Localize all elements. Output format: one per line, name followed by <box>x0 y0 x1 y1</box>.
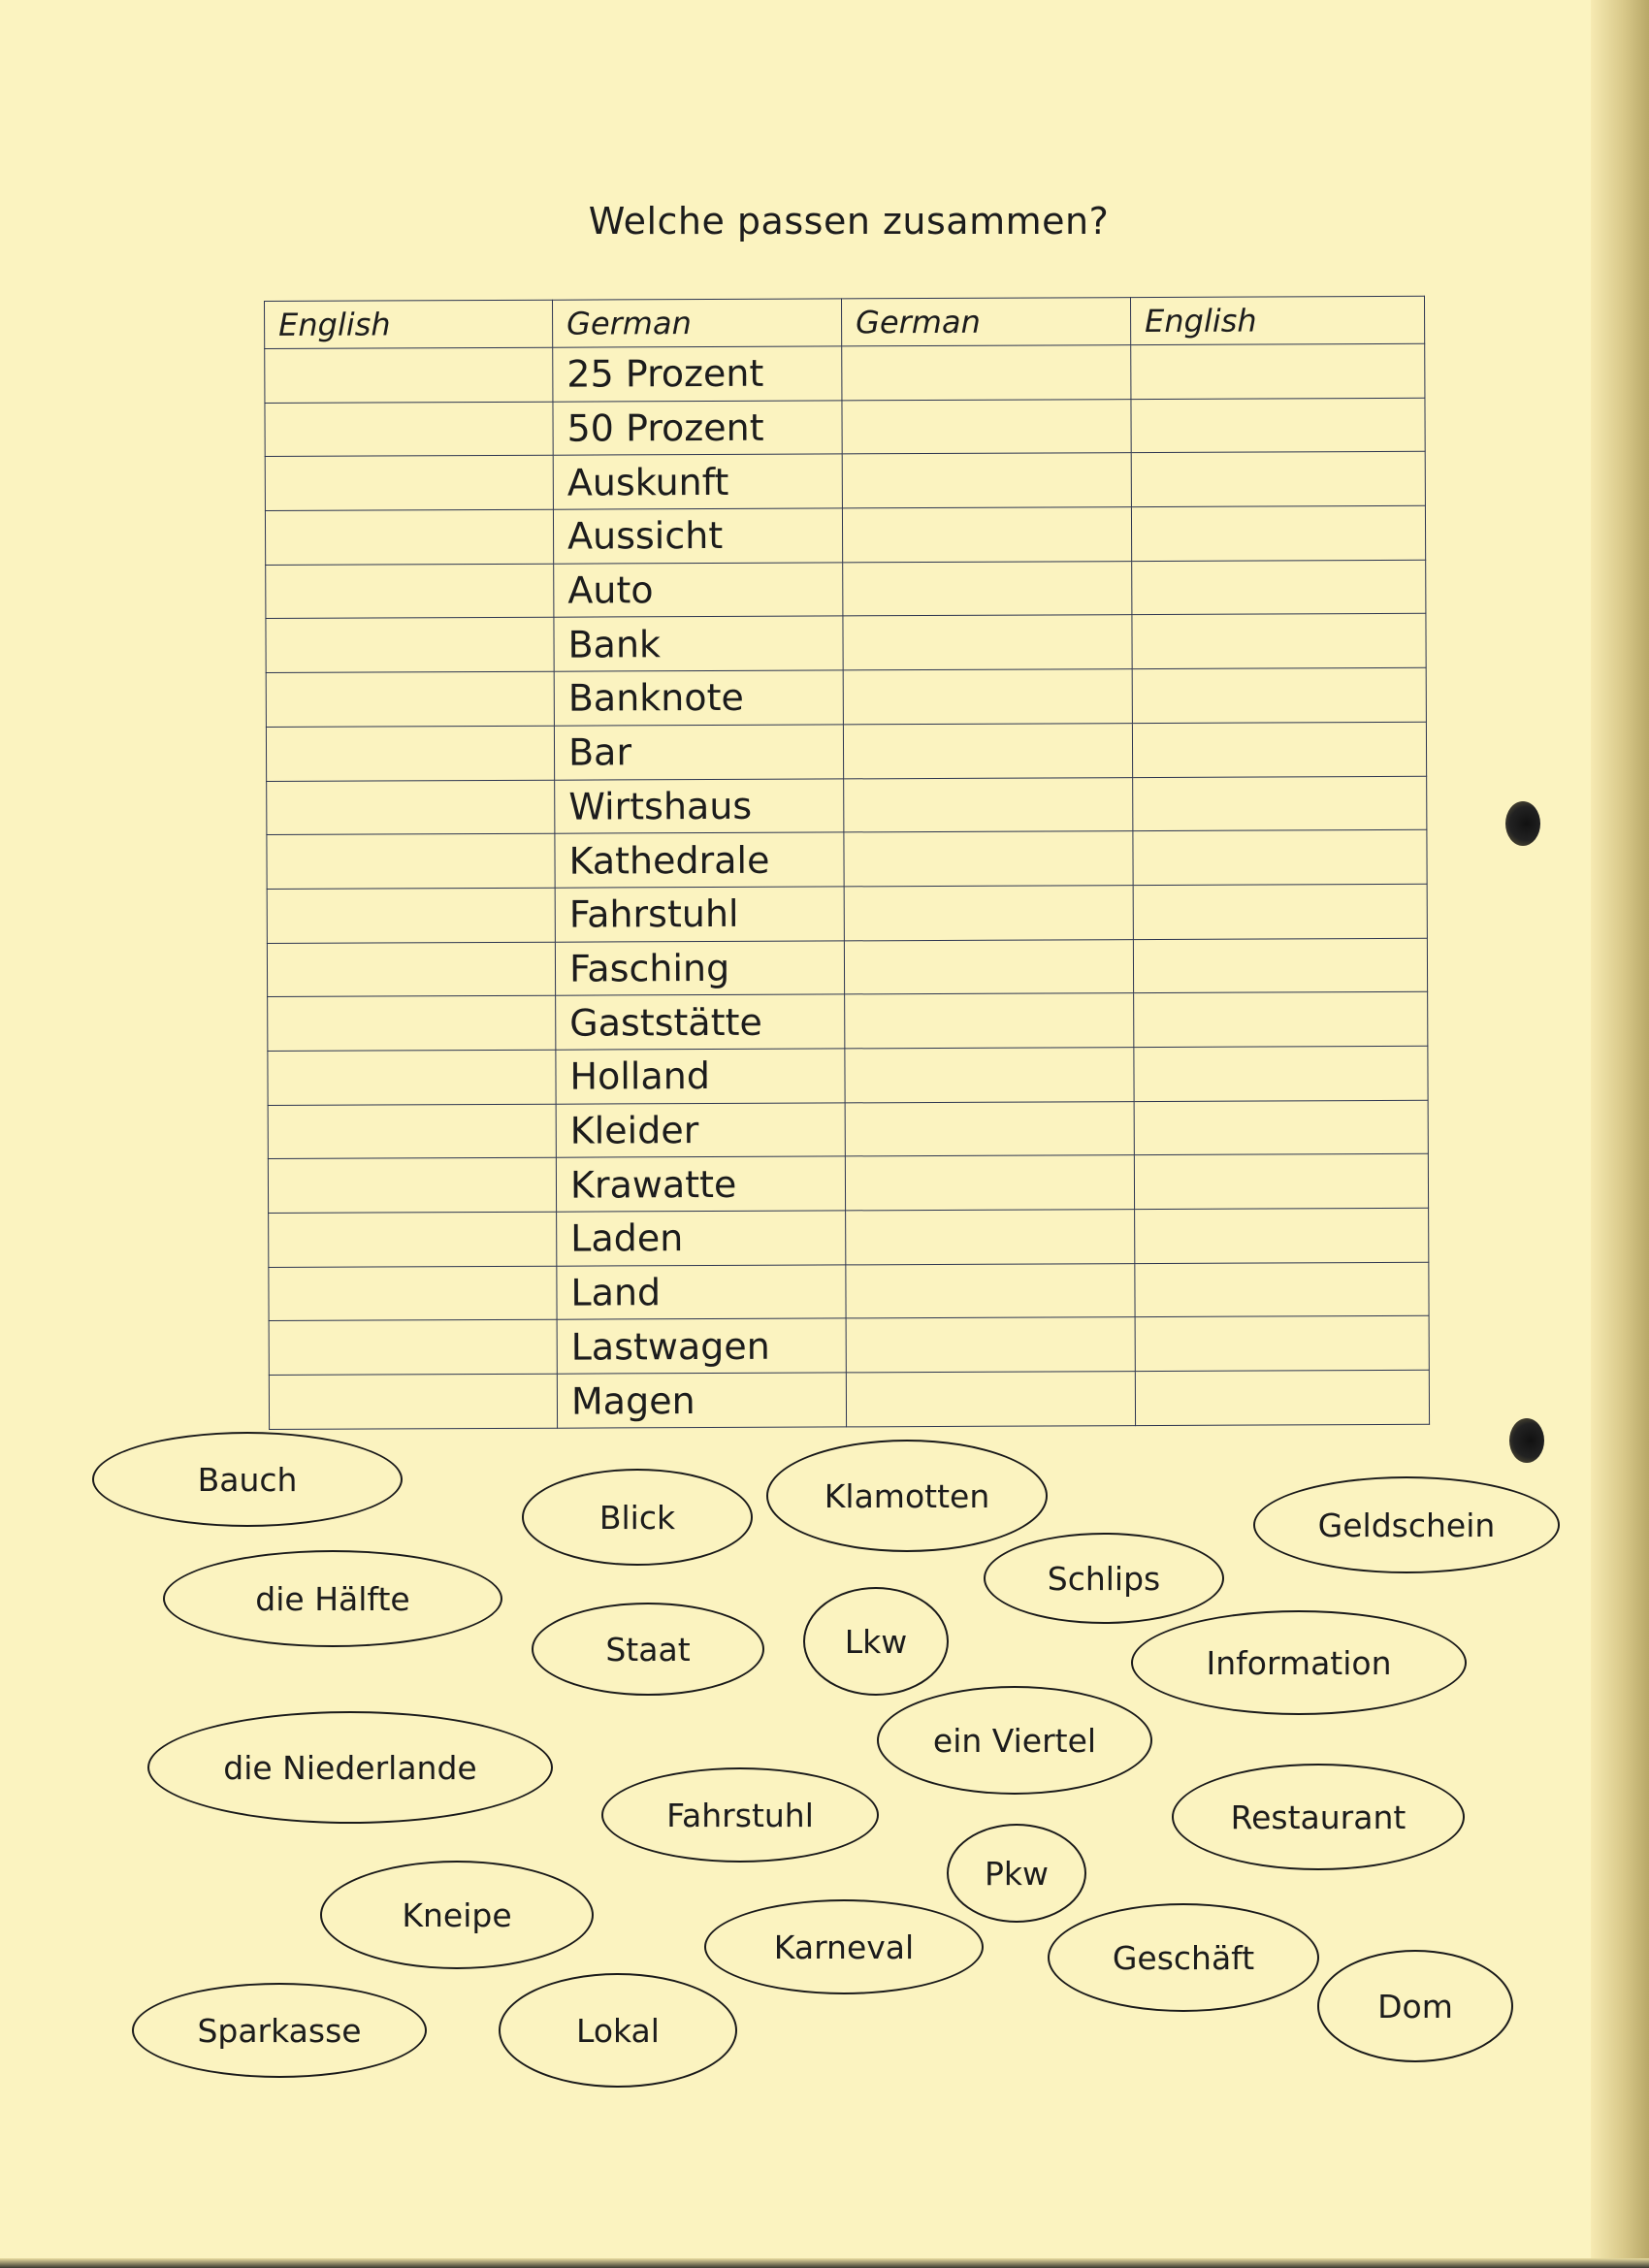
word-bubble: Dom <box>1317 1950 1513 2062</box>
table-row <box>266 722 1426 781</box>
header-english-left: English <box>265 300 553 348</box>
english-answer-cell[interactable] <box>267 780 555 835</box>
english-answer-cell[interactable] <box>269 1374 557 1429</box>
worksheet-title: Welche passen zusammen? <box>588 200 1110 243</box>
german-word-cell: Lastwagen <box>557 1318 846 1374</box>
page-edge-shadow <box>1591 0 1649 2268</box>
word-bubble: Pkw <box>947 1824 1086 1923</box>
german-word-cell: Kathedrale <box>555 832 844 888</box>
word-bubble: Kneipe <box>320 1861 594 1969</box>
english-answer-cell[interactable] <box>266 671 554 727</box>
german-word-cell: Gaststätte <box>556 994 845 1050</box>
english-answer-cell[interactable] <box>267 942 555 997</box>
binder-hole <box>1505 801 1540 846</box>
english-answer-cell[interactable] <box>265 402 553 457</box>
english-answer-cell-right[interactable] <box>1135 1262 1429 1317</box>
german-word-cell: Wirtshaus <box>555 778 844 833</box>
vocabulary-table <box>264 296 1430 1430</box>
english-answer-cell-right[interactable] <box>1132 667 1426 723</box>
english-answer-cell-right[interactable] <box>1131 398 1425 453</box>
english-answer-cell[interactable] <box>269 1266 557 1321</box>
english-answer-cell[interactable] <box>266 726 554 781</box>
word-bubble: die Niederlande <box>147 1711 553 1824</box>
english-answer-cell[interactable] <box>266 564 554 619</box>
german-answer-cell[interactable] <box>843 669 1132 725</box>
german-answer-cell[interactable] <box>845 1048 1134 1103</box>
word-bubble: Staat <box>532 1603 764 1696</box>
table-header-row <box>265 296 1425 348</box>
word-bubble: Sparkasse <box>132 1983 427 2078</box>
word-bubble: Schlips <box>984 1533 1224 1624</box>
german-answer-cell[interactable] <box>842 345 1131 401</box>
german-answer-cell[interactable] <box>844 939 1133 994</box>
english-answer-cell-right[interactable] <box>1134 1100 1428 1155</box>
english-answer-cell[interactable] <box>268 995 556 1051</box>
english-answer-cell-right[interactable] <box>1132 560 1426 615</box>
english-answer-cell[interactable] <box>265 509 553 565</box>
table-row <box>265 452 1425 511</box>
word-bubble: Karneval <box>704 1899 984 1994</box>
german-word-cell: Auto <box>554 563 843 618</box>
german-word-cell: Auskunft <box>553 454 842 509</box>
english-answer-cell[interactable] <box>267 888 555 943</box>
header-german-left: German <box>552 299 841 347</box>
table-row <box>268 1100 1428 1159</box>
english-answer-cell-right[interactable] <box>1135 1370 1429 1425</box>
german-answer-cell[interactable] <box>846 1317 1135 1373</box>
table-row <box>269 1316 1429 1376</box>
word-bubble: Restaurant <box>1172 1764 1465 1870</box>
english-answer-cell-right[interactable] <box>1133 884 1427 939</box>
word-bubble: ein Viertel <box>877 1686 1152 1795</box>
german-answer-cell[interactable] <box>845 1101 1134 1156</box>
german-word-cell: Laden <box>557 1211 846 1266</box>
english-answer-cell[interactable] <box>265 347 553 403</box>
table-row <box>269 1370 1429 1429</box>
german-word-cell: Kleider <box>556 1103 845 1158</box>
german-word-cell: 50 Prozent <box>553 401 842 456</box>
table-row <box>268 1046 1428 1105</box>
table-row <box>269 1262 1429 1321</box>
german-word-cell: Aussicht <box>553 508 842 564</box>
table-row <box>267 829 1427 889</box>
table-row <box>266 614 1426 673</box>
german-word-cell: Magen <box>557 1373 846 1428</box>
german-word-cell: Bank <box>554 616 843 671</box>
german-word-cell: Holland <box>556 1049 845 1104</box>
page-bottom-edge <box>0 2258 1649 2268</box>
word-bubble: Lokal <box>499 1973 737 2088</box>
english-answer-cell[interactable] <box>268 1104 556 1159</box>
english-answer-cell-right[interactable] <box>1131 452 1425 507</box>
german-word-cell: 25 Prozent <box>553 346 842 402</box>
german-word-cell: Fahrstuhl <box>555 887 844 942</box>
english-answer-cell-right[interactable] <box>1135 1316 1429 1372</box>
english-answer-cell-right[interactable] <box>1131 505 1425 561</box>
english-answer-cell[interactable] <box>266 618 554 673</box>
word-bubble: Fahrstuhl <box>601 1767 879 1863</box>
word-bubble: Bauch <box>92 1432 403 1527</box>
german-word-cell: Banknote <box>554 670 843 726</box>
english-answer-cell-right[interactable] <box>1131 343 1425 399</box>
english-answer-cell-right[interactable] <box>1134 1154 1428 1210</box>
word-bubble: Klamotten <box>766 1440 1048 1552</box>
german-word-cell: Fasching <box>555 940 844 995</box>
english-answer-cell-right[interactable] <box>1133 938 1427 993</box>
english-answer-cell-right[interactable] <box>1134 992 1428 1048</box>
english-answer-cell[interactable] <box>265 456 553 511</box>
english-answer-cell-right[interactable] <box>1133 829 1427 885</box>
word-bubble: Lkw <box>803 1587 949 1696</box>
english-answer-cell[interactable] <box>267 833 555 889</box>
table-row <box>265 398 1425 457</box>
english-answer-cell[interactable] <box>269 1212 557 1267</box>
german-answer-cell[interactable] <box>846 1372 1135 1427</box>
table-row <box>266 667 1426 727</box>
german-answer-cell[interactable] <box>843 723 1132 778</box>
english-answer-cell[interactable] <box>269 1320 557 1376</box>
english-answer-cell-right[interactable] <box>1135 1208 1429 1263</box>
table-row <box>269 1208 1429 1267</box>
table-row <box>267 776 1427 835</box>
table-row <box>266 560 1426 619</box>
german-word-cell: Bar <box>554 725 843 780</box>
german-answer-cell[interactable] <box>843 615 1132 670</box>
german-answer-cell[interactable] <box>846 1210 1135 1265</box>
binder-hole <box>1509 1418 1544 1463</box>
german-answer-cell[interactable] <box>842 507 1131 563</box>
german-answer-cell[interactable] <box>844 885 1133 940</box>
german-answer-cell[interactable] <box>845 1155 1134 1211</box>
german-answer-cell[interactable] <box>845 993 1134 1049</box>
german-answer-cell[interactable] <box>844 831 1133 887</box>
header-english-right: English <box>1130 296 1424 344</box>
table-row <box>265 343 1425 403</box>
table-row <box>267 884 1427 943</box>
word-bubble: Information <box>1131 1610 1467 1715</box>
word-bubble: Geldschein <box>1253 1476 1560 1573</box>
header-german-right: German <box>841 298 1130 346</box>
word-bubble: Geschäft <box>1048 1903 1319 2012</box>
english-answer-cell[interactable] <box>268 1158 556 1214</box>
word-bubble: die Hälfte <box>163 1550 502 1647</box>
table-row <box>267 938 1427 997</box>
german-word-cell: Krawatte <box>556 1156 845 1212</box>
german-answer-cell[interactable] <box>844 777 1133 832</box>
english-answer-cell-right[interactable] <box>1133 776 1427 831</box>
table-row <box>268 992 1428 1052</box>
english-answer-cell[interactable] <box>268 1050 556 1105</box>
english-answer-cell-right[interactable] <box>1134 1046 1428 1101</box>
german-answer-cell[interactable] <box>842 453 1131 508</box>
english-answer-cell-right[interactable] <box>1132 722 1426 777</box>
german-answer-cell[interactable] <box>842 399 1131 454</box>
german-answer-cell[interactable] <box>846 1263 1135 1318</box>
table-row <box>268 1154 1428 1214</box>
german-word-cell: Land <box>557 1265 846 1320</box>
german-answer-cell[interactable] <box>843 561 1132 616</box>
word-bubble: Blick <box>522 1469 753 1566</box>
table-row <box>265 505 1425 565</box>
english-answer-cell-right[interactable] <box>1132 614 1426 669</box>
